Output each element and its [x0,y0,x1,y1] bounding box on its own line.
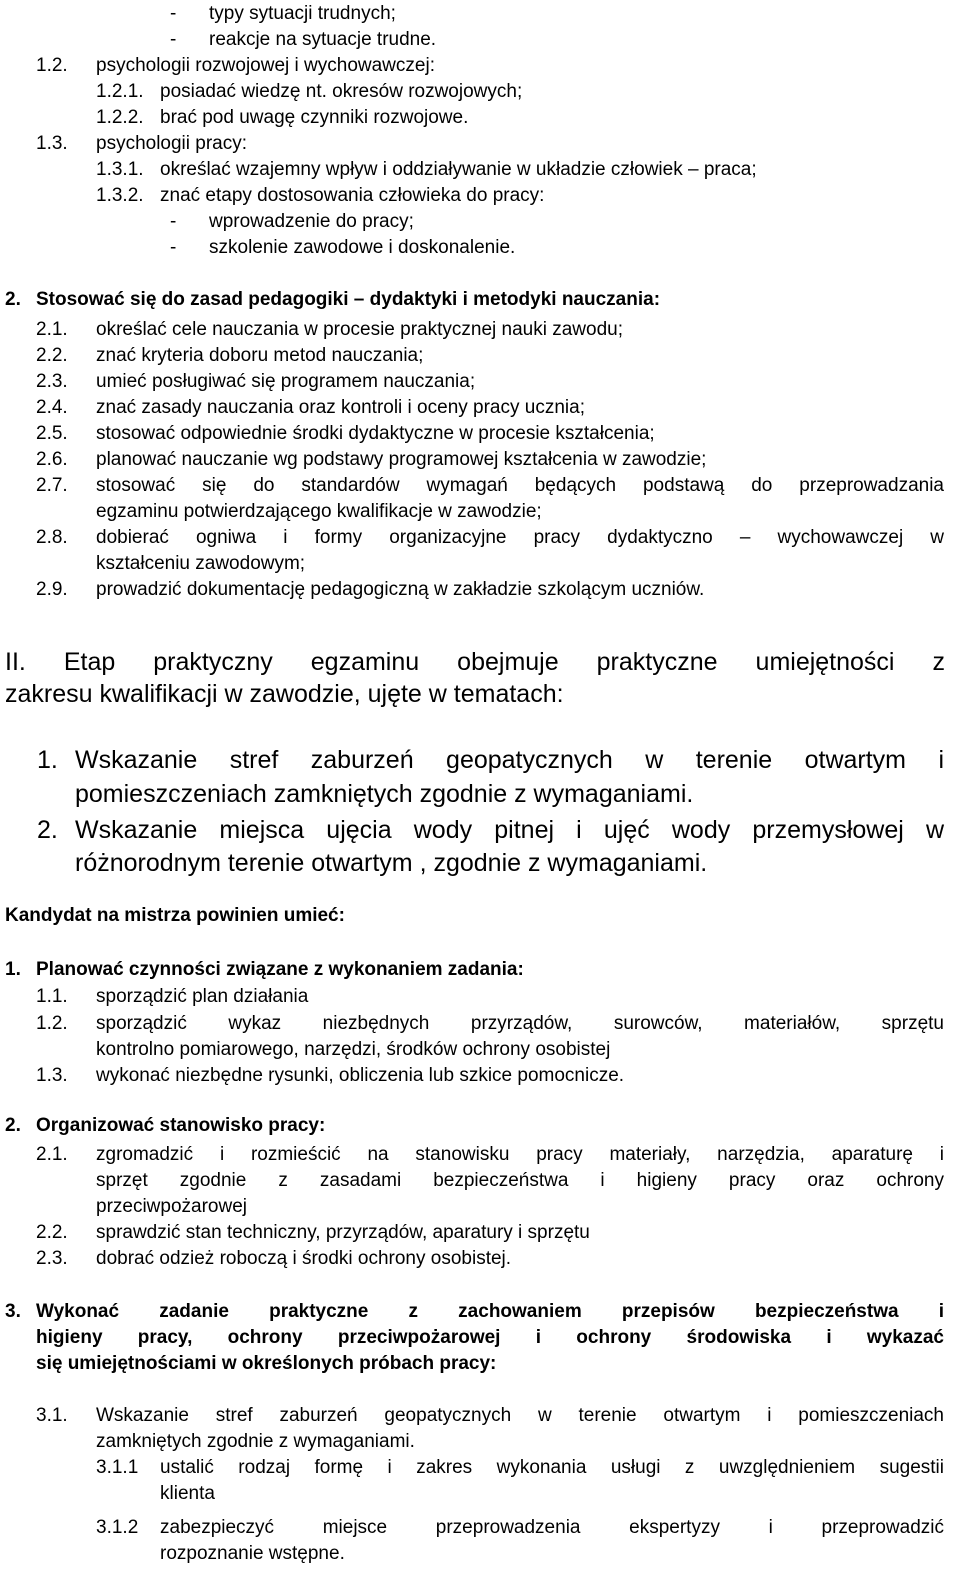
list-item-text: znać kryteria doboru metod nauczania; [96,345,424,366]
item-number: 3.1.1 [96,1457,139,1478]
item-number: 1.3.1. [96,159,144,180]
list-item-text: określać wzajemny wpływ i oddziaływanie w układzie człowiek – praca; [160,159,757,180]
list-item-text: typy sytuacji trudnych; [209,3,396,24]
dash: - [170,3,177,24]
item-number: 3.1. [36,1405,68,1426]
dash: - [170,29,177,50]
section-heading: Stosować się do zasad pedagogiki – dydaktyki i metodyki nauczania: [36,289,661,310]
topic-text: Wskazanie stref zaburzeń geopatycznych w terenie otwartym i [75,746,944,774]
topic-number: 2. [37,816,58,844]
list-item-text: reakcje na sytuacje trudne. [209,29,437,50]
list-item-text-continued: rozpoznanie wstępne. [160,1543,345,1564]
list-item-text: znać zasady nauczania oraz kontroli i oceny pracy ucznia; [96,397,585,418]
list-item-text: umieć posługiwać się programem nauczania; [96,371,476,392]
section-heading-continued: się umiejętnościami w określonych próbach pracy: [36,1353,497,1374]
list-item-text: Wskazanie stref zaburzeń geopatycznych w terenie otwartym i pomieszczeniach [96,1405,944,1426]
list-item-text: planować nauczanie wg podstawy programowej kształcenia w zawodzie; [96,449,707,470]
list-item-text: sporządzić wykaz niezbędnych przyrządów, surowców, materiałów, sprzętu [96,1013,944,1034]
item-number: 2.3. [36,1248,68,1269]
stage-heading: II. Etap praktyczny egzaminu obejmuje praktyczne umiejętności z [5,648,945,676]
item-number: 2.3. [36,371,68,392]
item-number: 3.1.2 [96,1517,139,1538]
list-item-text: ustalić rodzaj formę i zakres wykonania usługi z uwzględnieniem sugestii [160,1457,944,1478]
list-item-text-continued: zamkniętych zgodnie z wymaganiami. [96,1431,415,1452]
list-item-text-continued: sprzęt zgodnie z zasadami bezpieczeństwa i higieny pracy oraz ochrony [96,1170,944,1191]
list-item-text: stosować się do standardów wymagań będących podstawą do przeprowadzania [96,475,944,496]
section-number: 1. [5,959,21,980]
list-item-text: posiadać wiedzę nt. okresów rozwojowych; [160,81,523,102]
list-item-text: wykonać niezbędne rysunki, obliczenia lub szkice pomocnicze. [96,1065,625,1086]
list-item-text: psychologii pracy: [96,133,248,154]
list-item-text: brać pod uwagę czynniki rozwojowe. [160,107,469,128]
list-item-text-continued: kontrolno pomiarowego, narzędzi, środków ochrony osobistej [96,1039,611,1060]
section-number: 2. [5,289,21,310]
section-heading: Wykonać zadanie praktyczne z zachowaniem przepisów bezpieczeństwa i [36,1301,944,1322]
list-item-text: psychologii rozwojowej i wychowawczej: [96,55,435,76]
list-item-text-continued: egzaminu potwierdzającego kwalifikacje w zawodzie; [96,501,542,522]
section-number: 2. [5,1115,21,1136]
list-item-text: stosować odpowiednie środki dydaktyczne w procesie kształcenia; [96,423,655,444]
section-number: 3. [5,1301,21,1322]
item-number: 1.2. [36,1013,68,1034]
item-number: 1.2.2. [96,107,144,128]
item-number: 2.8. [36,527,68,548]
list-item-text: prowadzić dokumentację pedagogiczną w zakładzie szkolącym uczniów. [96,579,705,600]
list-item-text-continued: przeciwpożarowej [96,1196,248,1217]
item-number: 1.3. [36,1065,68,1086]
list-item-text: dobierać ogniwa i formy organizacyjne pracy dydaktyczno – wychowawczej w [96,527,944,548]
dash: - [170,211,177,232]
section-heading-continued: higieny pracy, ochrony przeciwpożarowej i ochrony środowiska i wykazać [36,1327,944,1348]
section-heading: Organizować stanowisko pracy: [36,1115,326,1136]
item-number: 1.1. [36,986,68,1007]
list-item-text: sprawdzić stan techniczny, przyrządów, aparatury i sprzętu [96,1222,590,1243]
list-item-text: znać etapy dostosowania człowieka do pracy: [160,185,545,206]
item-number: 1.3.2. [96,185,144,206]
list-item-text: zgromadzić i rozmieścić na stanowisku pracy materiały, narzędzia, aparaturę i [96,1144,944,1165]
list-item-text-continued: klienta [160,1483,215,1504]
dash: - [170,237,177,258]
topic-text-continued: pomieszczeniach zamkniętych zgodnie z wymaganiami. [75,780,694,808]
list-item-text: sporządzić plan działania [96,986,309,1007]
list-item-text-continued: kształceniu zawodowym; [96,553,306,574]
list-item-text: wprowadzenie do pracy; [209,211,414,232]
master-heading: Kandydat na mistrza powinien umieć: [5,905,345,926]
topic-number: 1. [37,746,58,774]
item-number: 2.4. [36,397,68,418]
item-number: 2.7. [36,475,68,496]
item-number: 2.2. [36,345,68,366]
topic-text-continued: różnorodnym terenie otwartym , zgodnie z wymaganiami. [75,849,708,877]
item-number: 1.2. [36,55,68,76]
item-number: 2.1. [36,319,68,340]
item-number: 2.9. [36,579,68,600]
list-item-text: określać cele nauczania w procesie praktycznej nauki zawodu; [96,319,623,340]
item-number: 1.3. [36,133,68,154]
stage-heading-continued: zakresu kwalifikacji w zawodzie, ujęte w tematach: [5,680,564,708]
item-number: 2.5. [36,423,68,444]
section-heading: Planować czynności związane z wykonaniem zadania: [36,959,524,980]
item-number: 2.6. [36,449,68,470]
item-number: 2.1. [36,1144,68,1165]
topic-text: Wskazanie miejsca ujęcia wody pitnej i ujęć wody przemysłowej w [75,816,944,844]
list-item-text: zabezpieczyć miejsce przeprowadzenia ekspertyzy i przeprowadzić [160,1517,944,1538]
list-item-text: dobrać odzież roboczą i środki ochrony osobistej. [96,1248,512,1269]
item-number: 1.2.1. [96,81,144,102]
item-number: 2.2. [36,1222,68,1243]
list-item-text: szkolenie zawodowe i doskonalenie. [209,237,516,258]
